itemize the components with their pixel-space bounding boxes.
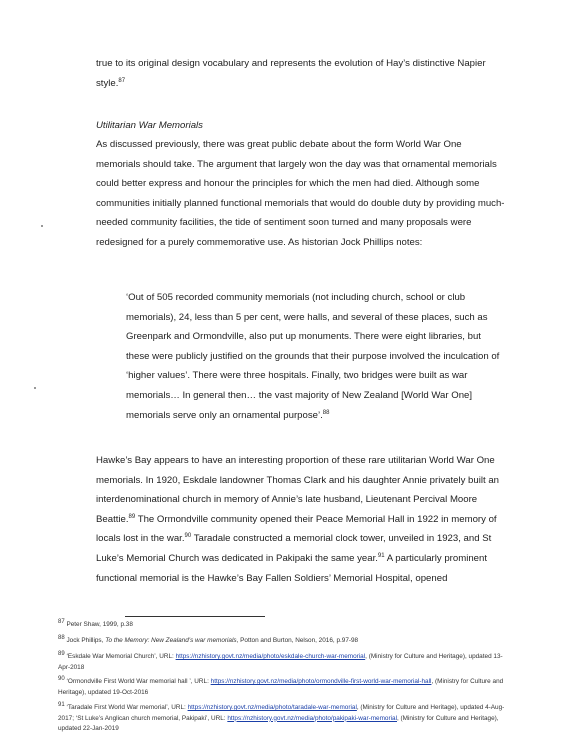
- footnote-text: , Potton and Burton, Nelson, 2016, p.97-98: [236, 637, 359, 644]
- footnote-number: 90: [58, 675, 65, 682]
- footnote-number: 87: [58, 618, 65, 625]
- footnote-88: [58, 636, 508, 647]
- footnote-text: ‘Ormondville First World War memorial hall ’, URL:: [64, 678, 211, 685]
- footnote-book-title: To the Memory: New Zealand’s war memorials: [105, 637, 237, 644]
- footnote-link[interactable]: https://nzhistory.govt.nz/media/photo/pakipaki-war-memorial: [227, 714, 397, 722]
- footnote-link[interactable]: https://nzhistory.govt.nz/media/photo/taradale-war-memorial: [187, 704, 357, 711]
- footnote-text: , (Ministry for Culture and Heritage), updated 22-Jan-2019: [58, 714, 499, 733]
- footnote-link[interactable]: https://nzhistory.govt.nz/media/photo/eskdale-church-war-memorial: [175, 653, 366, 660]
- para2-sentence-2: The Ormondville community opened their Peace Memorial Hall in 1922 in memory of locals lost in the war.: [96, 513, 497, 545]
- para2-sentence-4: A particularly prominent functional memorial is the Hawke’s Bay Fallen Soldiers’ Memorial Hospital, opened: [96, 552, 487, 584]
- body-paragraph-2: [96, 451, 506, 588]
- footnote-text: , (Ministry for Culture and Heritage), updated 4-Aug-2017; ‘St Luke’s Anglican church memorial, Pakipaki’, URL:: [58, 704, 505, 722]
- body-paragraph-1: As discussed previously, there was great public debate about the form World War One memorials should take. The argument that largely won the day was that ornamental memorials could better express and honour the principles for which the men had died. Although some communities initially planned functional memorials that would do double duty by providing much-needed community facilities, the tide of sentiment soon turned and many proposals were redesigned for a purely commemorative use. As historian Jock Phillips notes:: [96, 139, 505, 248]
- scan-speck: [34, 387, 36, 389]
- footnote-ref-89: 89: [128, 513, 136, 520]
- footnote-text: ‘Taradale First World War memorial’, URL:: [64, 704, 188, 711]
- intro-paragraph: [96, 54, 506, 93]
- footnote-divider: [125, 616, 265, 617]
- scan-speck: [41, 225, 43, 227]
- block-quote: [126, 288, 501, 425]
- footnote-ref-91: 91: [377, 552, 385, 559]
- footnote-text: Peter Shaw, 1999, p.38: [64, 621, 133, 628]
- footnote-link[interactable]: https://nzhistory.govt.nz/media/photo/ormondville-first-world-war-memorial-hall: [210, 678, 432, 685]
- footnote-text: , (Ministry for Culture and Heritage), updated 13-Apr-2018: [58, 653, 503, 671]
- footnote-90: [58, 677, 508, 698]
- footnote-87: [58, 620, 508, 631]
- footnote-text: ‘Eskdale War Memorial Church’, URL:: [64, 653, 176, 660]
- footnote-text: , (Ministry for Culture and Heritage), updated 19-Oct-2016: [58, 678, 504, 696]
- footnote-89: [58, 652, 508, 673]
- footnote-text: Jock Phillips,: [64, 637, 106, 644]
- footnote-ref-88: 88: [322, 409, 330, 416]
- para2-sentence-1: Hawke’s Bay appears to have an interesting proportion of these rare utilitarian World War One memorials. In 1920, Eskdale landowner Thomas Clark and his daughter Annie privately built an interdenominational church in memory of Annie’s late husband, Lieutenant Percival Moore Beattie.: [96, 455, 499, 525]
- footnote-number: 91: [58, 701, 65, 708]
- para2-sentence-3: Taradale constructed a memorial clock tower, unveiled in 1923, and St Luke’s Memorial Church was dedicated in Pakipaki the same year.: [96, 533, 492, 564]
- section-heading: Utilitarian War Memorials: [96, 120, 203, 131]
- quote-text: ‘Out of 505 recorded community memorials (not including church, school or club memorials), 24, less than 5 per cent, were halls, and several of these places, such as Greenpark and Ormondville, also put up monuments. There were eight libraries, but these were publicly justified on the grounds that their purpose involved the inculcation of ‘higher values’. There were three hospitals. Finally, two bridges were built as war memorials… In general then… the vast majority of New Zealand [World War One] memorials serve only an ornamental purpose’.: [126, 292, 500, 421]
- footnote-91: [58, 703, 508, 735]
- footnote-number: 89: [58, 650, 65, 657]
- footnote-ref-90: 90: [184, 533, 192, 540]
- footnote-ref-87: 87: [118, 77, 126, 84]
- footnote-number: 88: [58, 634, 65, 641]
- intro-text: true to its original design vocabulary and represents the evolution of Hay’s distinctive Napier style.: [96, 58, 486, 89]
